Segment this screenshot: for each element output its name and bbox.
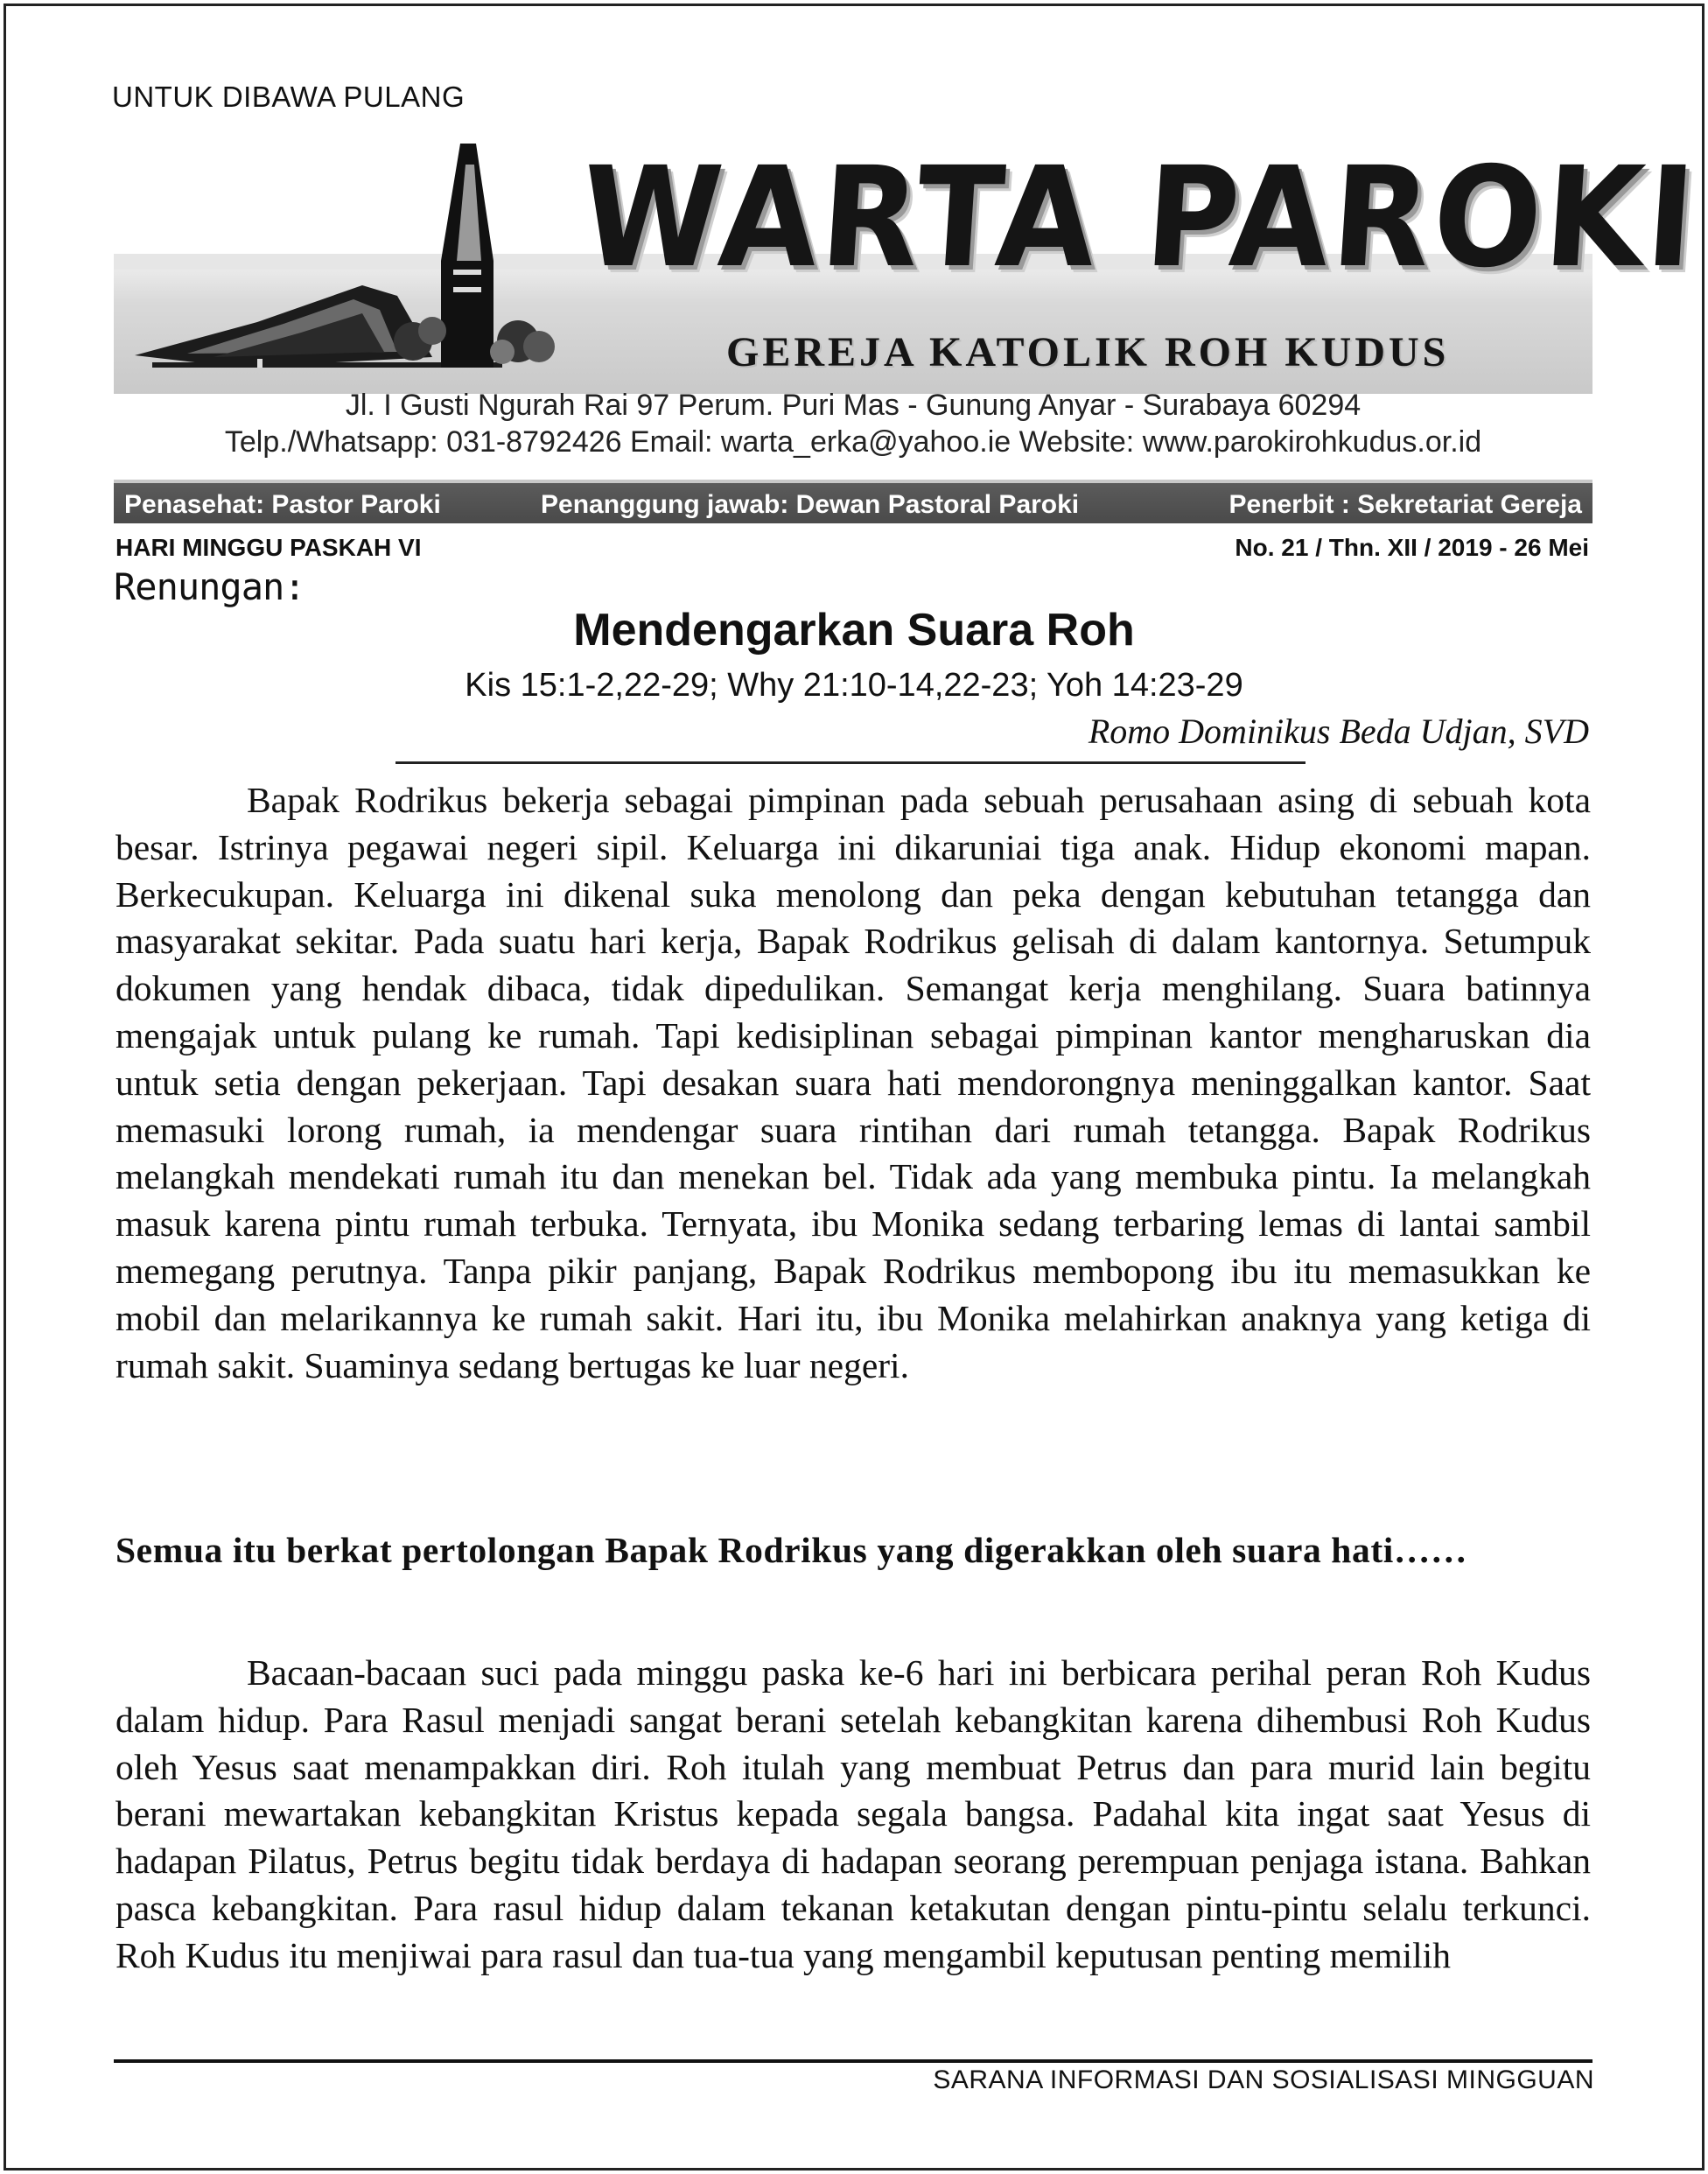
issue-number: No. 21 / Thn. XII / 2019 - 26 Mei <box>1235 534 1589 561</box>
title-divider <box>396 761 1306 764</box>
emphasis-note: Semua itu berkat pertolongan Bapak Rodrikus yang digerakkan oleh suara hati…… <box>116 1530 1468 1570</box>
liturgical-occasion: HARI MINGGU PASKAH VI <box>116 534 422 561</box>
take-home-note: UNTUK DIBAWA PULANG <box>112 81 466 113</box>
article-author: Romo Dominikus Beda Udjan, SVD <box>1088 712 1589 751</box>
paragraph-text: Bapak Rodrikus bekerja sebagai pimpinan pada sebuah perusahaan asing di sebuah kota besar. Istrinya pegawai negeri sipil. Keluarga ini dikaruniai tiga anak. Hidup ekonomi mapan. Berkecukupan. Keluarga ini dikenal suka menolong dan peka dengan kebutuhan tetangga dan masyarakat sekitar. Pada suatu hari kerja, Bapak Rodrikus gelisah di dalam kantornya. Setumpuk dokumen yang hendak dibaca, tidak dipedulikan. Semangat kerja menghilang. Suara batinnya mengajak untuk pulang ke rumah. Tapi kedisiplinan sebagai pimpinan kantor mengharuskan dia untuk setia dengan pekerjaan. Tapi desakan suara hati mendorongnya meninggalkan kantor. Saat memasuki lorong rumah, ia mendengar suara rintihan dari rumah tetangga. Bapak Rodrikus melangkah mendekati rumah itu dan menekan bel. Tidak ada yang membuka pintu. Ia melangkah masuk karena pintu rumah terbuka. Ternyata, ibu Monika sedang terbaring lemas di lantai sambil memegang perutnya. Tanpa pikir panjang, Bapak Rodrikus membopong ibu itu memasukkan ke mobil dan melarikannya ke rumah sakit. Hari itu, ibu Monika melahirkan anaknya yang ketiga di rumah sakit. Suaminya sedang bertugas ke luar negeri. <box>116 780 1591 1385</box>
scripture-readings: Kis 15:1-2,22-29; Why 21:10-14,22-23; Yoh 14:23-29 <box>465 667 1243 704</box>
masthead <box>114 131 1703 394</box>
address-line: Jl. I Gusti Ngurah Rai 97 Perum. Puri Mas - Gunung Anyar - Surabaya 60294 <box>345 389 1362 422</box>
paragraph-text: Bacaan-bacaan suci pada minggu paska ke-6 hari ini berbicara perihal peran Roh Kudus dalam hidup. Para Rasul menjadi sangat berani setelah kebangkitan karena dihembusi Roh Kudus oleh Yesus saat menampakkan diri. Roh itulah yang membuat Petrus dan para murid lain begitu berani mewartakan kebangkitan Kristus kepada segala bangsa. Padahal kita ingat saat Yesus di hadapan Pilatus, Petrus begitu tidak berdaya di hadapan seorang perempuan penjaga istana. Bahkan pasca kebangkitan. Para rasul hidup dalam tekanan ketakutan dengan pintu-pintu selalu terkunci. Roh Kudus itu menjiwai para rasul dan tua-tua yang mengambil keputusan penting memilih <box>116 1652 1591 1975</box>
article-title: Mendengarkan Suara Roh <box>573 605 1135 656</box>
section-label: Renungan: <box>114 565 305 608</box>
article-paragraph <box>116 777 1591 1389</box>
credits-bar <box>114 480 1592 523</box>
footer-tagline: SARANA INFORMASI DAN SOSIALISASI MINGGUAN <box>933 2065 1594 2094</box>
article-paragraph <box>116 1650 1591 1980</box>
church-tower-logo-icon <box>135 138 642 392</box>
contact-line: Telp./Whatsapp: 031-8792426 Email: warta_erka@yahoo.ie Website: www.parokirohkudus.or.id <box>224 425 1482 459</box>
advisor-credit: Penasehat: Pastor Paroki <box>124 490 441 519</box>
publisher-credit: Penerbit : Sekretariat Gereja <box>1228 490 1582 519</box>
newsletter-title: WARTA PAROKI <box>576 137 1703 298</box>
footer-divider <box>114 2059 1592 2063</box>
church-name: GEREJA KATOLIK ROH KUDUS <box>726 329 1450 375</box>
responsible-credit: Penanggung jawab: Dewan Pastoral Paroki <box>541 490 1080 519</box>
